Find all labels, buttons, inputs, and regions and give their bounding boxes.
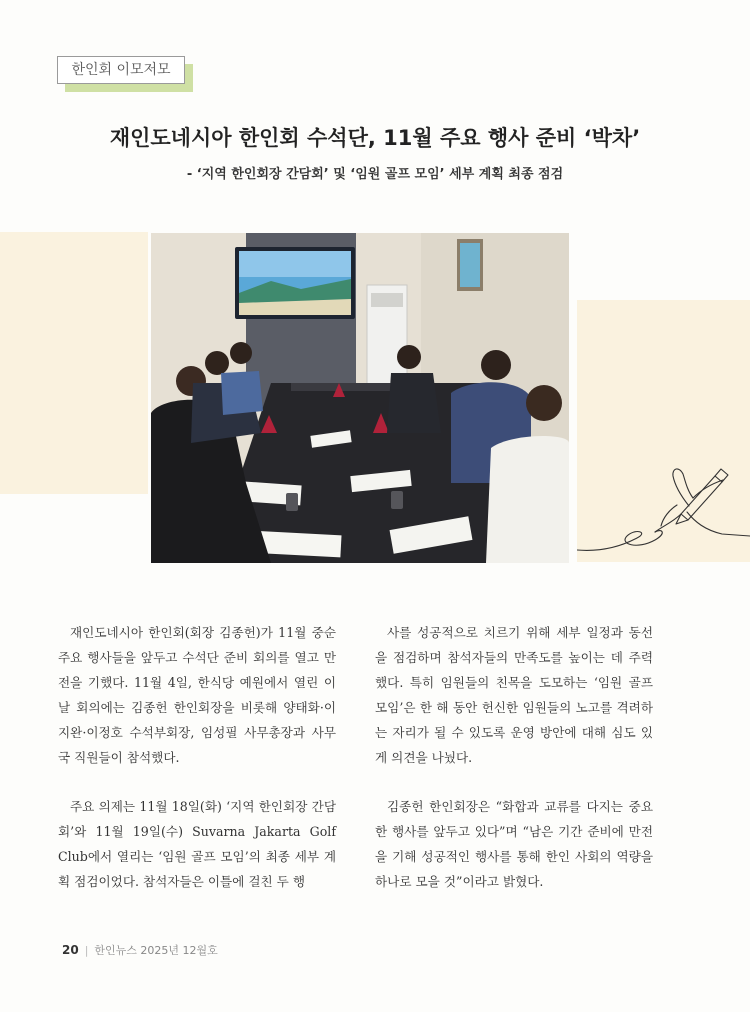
page-footer [62,942,218,958]
decorative-panel-right [577,300,750,562]
publication-name: 한인뉴스 2025년 12월호 [94,944,218,957]
decorative-panel-left [0,232,148,494]
paragraph: 주요 의제는 11월 18일(화) ‘지역 한인회장 간담회’와 11월 19일(수) Suvarna Jakarta Golf Club에서 열리는 ‘임원 골프 모임’의 최종 세부 계획 점검이었다. 참석자들은 이틀에 걸친 두 행 [58,799,336,889]
footer-divider: | [84,944,89,957]
section-tag-label: 한인회 이모저모 [57,56,185,84]
page-number: 20 [62,943,79,957]
paragraph: 김종헌 한인회장은 “화합과 교류를 다지는 중요한 행사를 앞두고 있다”며 “남은 기간 준비에 만전을 기해 성공적인 행사를 통해 한인 사회의 역량을 하나로 모을 것”이라고 밝혔다. [375,799,653,889]
article-column-left [58,620,336,918]
paragraph: 재인도네시아 한인회(회장 김종헌)가 11월 중순 주요 행사들을 앞두고 수석단 준비 회의를 열고 만전을 기했다. 11월 4일, 한식당 예원에서 열린 이날 회의에는 김종헌 한인회장을 비롯해 양태화·이지완·이정호 수석부회장, 임성필 사무총장과 사무국 직원들이 참석했다. [58,625,336,765]
hand-writing-pen-icon [577,300,750,562]
paragraph: 사를 성공적으로 치르기 위해 세부 일정과 동선을 점검하며 참석자들의 만족도를 높이는 데 주력했다. 특히 임원들의 친목을 도모하는 ‘임원 골프 모임’은 한 해 동안 헌신한 임원들의 노고를 격려하는 자리가 될 수 있도록 운영 방안에 대해 심도 있게 의견을 나눴다. [375,625,653,765]
section-tag [57,56,185,84]
article-column-right [375,620,653,918]
article-title: 재인도네시아 한인회 수석단, 11월 주요 행사 준비 ‘박차’ [109,126,641,150]
article-subtitle: - ‘지역 한인회장 간담회’ 및 ‘임원 골프 모임’ 세부 계획 최종 점검 [186,167,564,182]
meeting-photo [151,233,569,563]
